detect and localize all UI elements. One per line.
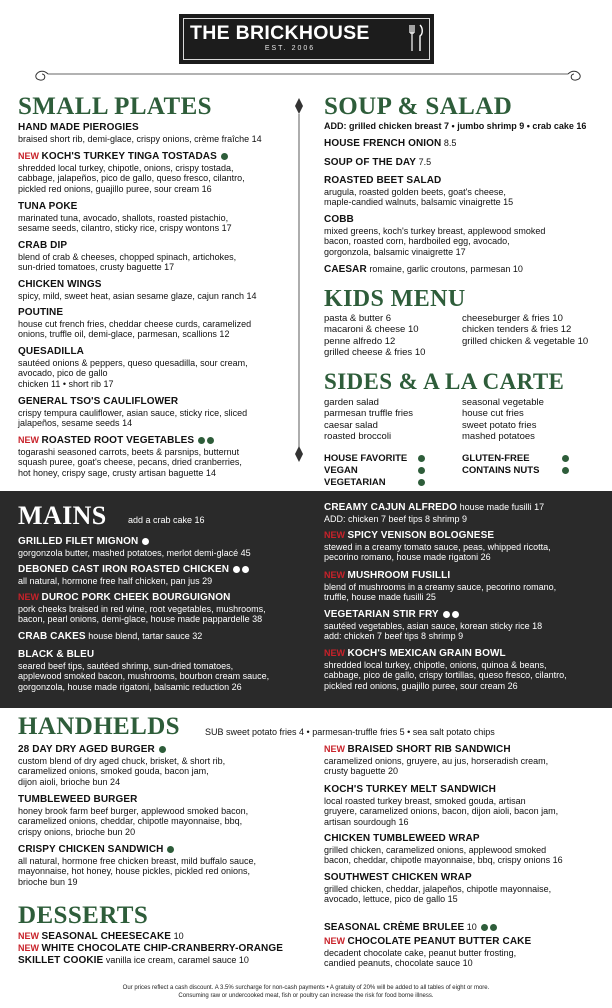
item-description: candied peanuts, chocolate sauce 10 [324,958,473,969]
menu-item [18,564,251,586]
item-price: romaine, garlic croutons, parmesan 10 [369,264,523,274]
item-title: GENERAL TSO'S CAULIFLOWER [18,396,179,407]
item-title: TUMBLEWEED BURGER [18,794,138,805]
diet-dot-icon [418,467,425,474]
item-description: gruyere, caramelized onions, bacon, dijon aioli, bacon jam, [324,806,559,817]
menu-item [18,631,202,643]
menu-item [18,122,262,144]
item-description: jalapeños, sesame seeds 14 [18,418,133,429]
sides-item: roasted broccoli [324,431,392,443]
item-description: crusty baguette 20 [324,766,399,777]
diet-dot-icon [207,437,214,444]
item-price: vanilla ice cream, caramel sauce 10 [105,955,249,965]
item-description: shredded local turkey, chipotle, onions, quinoa & beans, [324,659,547,670]
heading-desserts: DESSERTS [18,902,149,929]
menu-item [324,609,542,642]
item-description: shredded local turkey, chipotle, onions, crispy tostada, [18,162,234,173]
item-description: pickled red onions, guajillo puree, sour cream 26 [324,680,518,691]
item-title: TUNA POKE [18,201,78,212]
item-description: chicken 11 • short rib 17 [18,378,114,389]
dietary-icons [233,564,251,575]
item-description: gorgonzola, balsamic vinaigrette 17 [324,246,466,257]
item-title: CRISPY CHICKEN SANDWICH [18,844,164,855]
sides-item: garden salad [324,397,379,408]
menu-item [324,157,431,169]
diet-dot-icon [418,455,425,462]
kids-item: cheeseburger & fries 10 [462,313,563,324]
mains-add-on: add a crab cake 16 [128,515,205,525]
menu-item [324,936,531,969]
new-badge: NEW [18,592,39,602]
kids-item: penne alfredo 12 [324,335,396,347]
item-title: CHICKEN TUMBLEWEED WRAP [324,833,480,844]
brand-est: EST. 2006 [264,45,316,52]
menu-item [324,214,545,257]
diet-dot-icon [198,437,205,444]
heading-small-plates: SMALL PLATES [18,93,212,120]
item-description: mixed greens, koch's turkey breast, applewood smoked [324,225,546,236]
item-description: sautéed vegetables, asian sauce, korean sticky rice 18 [324,620,543,631]
sides-item: house cut fries [462,408,524,420]
item-description: cabbage, pico de gallo, crispy tortillas, queso fresco, cilantro, [324,670,567,681]
item-title: CHICKEN WINGS [18,279,102,290]
item-description: ADD: chicken 7 beef tips 8 shrimp 9 [324,513,468,524]
item-title: CAESAR [324,264,367,275]
diet-dot-icon [443,611,450,618]
footer-warning: Consuming raw or undercooked meat, fish or poultry can increase the risk for food borne illness. [178,993,434,999]
item-title: ROASTED ROOT VEGETABLES [41,435,195,446]
diet-dot-icon [159,746,166,753]
dietary-icons [159,744,168,755]
item-title: WHITE CHOCOLATE CHIP-CRANBERRY-ORANGE [41,943,283,954]
menu-item [18,649,269,692]
item-description: sun-dried tomatoes, crusty baguette 17 [18,262,175,273]
item-title: DEBONED CAST IRON ROASTED CHICKEN [18,564,230,575]
item-price: 10 [466,922,477,932]
new-badge: NEW [18,151,39,161]
menu-item [18,240,236,273]
item-title: SOUP OF THE DAY [324,157,417,168]
item-description: gorgonzola butter, mashed potatoes, merlot demi-glacé 45 [18,547,251,558]
sides-item: mashed potatoes [462,431,535,443]
item-description: onions, truffle oil, demi-glace, parmesan, scallions 12 [18,329,230,340]
menu-item [324,570,556,603]
item-note: house blend, tartar sauce 32 [88,631,203,641]
item-description: pecorino romano, house made rigatoni 26 [324,552,491,563]
item-description: sautéed onions & peppers, queso quesadilla, sour cream, [18,357,248,368]
item-description: decadent chocolate cake, peanut butter frosting, [324,947,517,958]
item-price: 10 [173,931,184,941]
fork-knife-icon [407,23,425,53]
menu-item [324,502,544,524]
new-badge: NEW [18,435,39,445]
diet-dot-icon [242,566,249,573]
item-title: SOUTHWEST CHICKEN WRAP [324,872,472,883]
item-description: pickled red onions, guajillo puree, sour cream 16 [18,183,212,194]
legend-label: HOUSE FAVORITE [324,453,407,464]
heading-mains: MAINS [18,501,107,530]
item-description: avocado, lettuce, pico de gallo 15 [324,894,458,905]
item-title: BRAISED SHORT RIB SANDWICH [347,744,511,755]
menu-item [324,530,551,563]
heading-sides: SIDES & A LA CARTE [324,369,565,394]
diet-dot-icon [562,455,569,462]
new-badge: NEW [18,943,39,953]
item-description: add: chicken 7 beef tips 8 shrimp 9 [324,631,464,642]
item-description: spicy, mild, sweet heat, asian sesame glaze, cajun ranch 14 [18,290,257,301]
item-description: arugula, roasted golden beets, goat's cheese, [324,186,506,197]
item-title: CHOCOLATE PEANUT BUTTER CAKE [347,936,532,947]
item-description: local roasted turkey breast, smoked gouda, artisan [324,795,526,806]
top-flourish [18,66,598,82]
diet-dot-icon [481,924,488,931]
vertical-flourish [290,94,308,466]
item-title: COBB [324,214,354,225]
item-title: GRILLED FILET MIGNON [18,536,139,547]
item-description: applewood smoked bacon, mushrooms, bourbon cream sauce, [18,671,270,682]
item-title: CRAB CAKES [18,631,86,642]
dietary-icons [198,435,216,446]
item-description: artisan sourdough 16 [324,816,409,827]
menu-item [324,833,563,866]
new-badge: NEW [324,936,345,946]
menu-item [18,151,245,194]
item-description: all natural, hormone free chicken breast, mild buffalo sauce, [18,855,256,866]
item-description: bacon, pearl onions, demi-glace, house made pappardelle 38 [18,614,263,625]
item-title: HOUSE FRENCH ONION [324,138,442,149]
item-description: hot honey, crispy sage, crusty artisan baguette 14 [18,467,216,478]
menu-item [18,744,225,787]
menu-item [18,955,249,967]
item-title: ROASTED BEET SALAD [324,175,442,186]
item-description: blend of crab & cheeses, chopped spinach, artichokes, [18,251,237,262]
new-badge: NEW [324,648,345,658]
dietary-icons [221,151,230,162]
item-description: caramelized onions, gruyere, au jus, horseradish cream, [324,755,549,766]
menu-item [18,396,247,429]
item-title: POUTINE [18,307,64,318]
item-price: 8.5 [443,138,457,148]
item-note: house made fusilli 17 [459,502,545,512]
menu-item [324,872,551,905]
item-description: gorgonzola, house made rigatoni, balsamic reduction 26 [18,681,242,692]
menu-item [18,201,232,234]
new-badge: NEW [18,931,39,941]
menu-item [18,592,266,625]
menu-item [324,922,499,934]
menu-item [324,784,558,827]
item-description: caramelized onions, cheddar, chipotle mayonnaise, bbq, [18,816,243,827]
item-title: VEGETARIAN STIR FRY [324,609,439,620]
new-badge: NEW [324,744,345,754]
item-description: sesame seeds, cilantro, sticky rice, crispy wontons 17 [18,223,232,234]
item-title: KOCH'S TURKEY TINGA TOSTADAS [41,151,217,162]
diet-dot-icon [418,479,425,486]
item-description: maple-candied walnuts, balsamic vinaigrette 15 [324,197,514,208]
new-badge: NEW [324,530,345,540]
diet-dot-icon [490,924,497,931]
item-title: KOCH'S TURKEY MELT SANDWICH [324,784,496,795]
kids-item: grilled chicken & vegetable 10 [462,335,589,347]
legend-label: GLUTEN-FREE [462,453,530,464]
new-badge: NEW [324,570,345,580]
diet-dot-icon [562,467,569,474]
menu-item [18,794,248,837]
item-title: KOCH'S MEXICAN GRAIN BOWL [347,648,506,659]
sides-item: parmesan truffle fries [324,408,414,420]
sides-item: seasonal vegetable [462,397,544,408]
item-description: squash puree, goat's cheese, pecans, dried cranberries, [18,457,242,468]
item-description: crispy tempura cauliflower, asian sauce, sticky rice, sliced [18,407,248,418]
menu-item [324,175,513,208]
diet-dot-icon [221,153,228,160]
item-description: house cut french fries, cheddar cheese curds, caramelized [18,318,252,329]
brand-name: THE BRICKHOUSE [190,22,370,44]
item-description: mayonnaise, hot honey, house pickles, pickled red onions, [18,866,250,877]
item-title: SEASONAL CHEESECAKE [41,931,172,942]
item-title: SEASONAL CRÈME BRULEE [324,922,465,933]
menu-item [18,931,184,943]
diet-dot-icon [233,566,240,573]
item-title: SPICY VENISON BOLOGNESE [347,530,495,541]
diet-dot-icon [452,611,459,618]
item-title: CREAMY CAJUN ALFREDO [324,502,458,513]
item-description: grilled chicken, caramelized onions, applewood smoked [324,844,547,855]
legend-label: CONTAINS NUTS [462,465,539,476]
legend-label: VEGETARIAN [324,477,386,488]
item-description: bacon, cheddar, chipotle mayonnaise, bbq, crispy onions 16 [324,855,563,866]
menu-item [324,648,567,691]
item-description: honey brook farm beef burger, applewood smoked bacon, [18,805,249,816]
menu-item [324,744,548,777]
item-title: QUESADILLA [18,346,84,357]
menu-item [18,943,283,955]
dietary-icons [443,609,461,620]
item-title: BLACK & BLEU [18,649,95,660]
item-description: blend of mushrooms in a creamy sauce, pecorino romano, [324,581,557,592]
item-description: truffle, house made fusilli 25 [324,592,436,603]
diet-dot-icon [167,846,174,853]
dietary-icons [481,922,499,933]
menu-item [18,844,256,887]
kids-item: macaroni & cheese 10 [324,324,419,336]
dietary-icons [142,536,151,547]
item-description: all natural, hormone free half chicken, pan jus 29 [18,575,213,586]
item-description: grilled chicken, cheddar, jalapeños, chipotle mayonnaise, [324,883,552,894]
item-price: 7.5 [418,157,432,167]
menu-item [18,279,256,301]
footer-surcharge: Our prices reflect a cash discount. A 3.5% surcharge for non-cash payments • A gratuity of 20% will be added to all tables of eight or more. [122,985,490,991]
item-description: brioche bun 19 [18,876,78,887]
brand-logo [179,14,434,64]
item-description: custom blend of dry aged chuck, brisket, & short rib, [18,755,226,766]
item-description: crispy onions, brioche bun 20 [18,826,136,837]
item-title: MUSHROOM FUSILLI [347,570,451,581]
menu-item [18,536,251,558]
item-description: pork cheeks braised in red wine, root vegetables, mushrooms, [18,603,266,614]
item-title: CRAB DIP [18,240,68,251]
item-description: togarashi seasoned carrots, beets & parsnips, butternut [18,446,240,457]
menu-item [324,138,456,150]
item-description: dijon aioli, brioche bun 24 [18,776,121,787]
item-description: caramelized onions, smoked gouda, bacon jam, [18,766,209,777]
soup-add-ons: ADD: grilled chicken breast 7 • jumbo shrimp 9 • crab cake 16 [324,121,587,131]
sides-item: sweet potato fries [462,419,537,431]
item-description: bacon, roasted corn, hardboiled egg, avocado, [324,236,510,247]
kids-item: grilled cheese & fries 10 [324,347,426,359]
item-description: marinated tuna, avocado, shallots, roasted pistachio, [18,212,229,223]
handhelds-sub: SUB sweet potato fries 4 • parmesan-truffle fries 5 • sea salt potato chips [205,727,495,737]
item-title: DUROC PORK CHEEK BOURGUIGNON [41,592,231,603]
item-title: 28 DAY DRY AGED BURGER [18,744,155,755]
item-description: seared beef tips, sautéed shrimp, sun-dried tomatoes, [18,660,234,671]
menu-item [18,435,242,478]
heading-kids-menu: KIDS MENU [324,286,466,312]
kids-item: pasta & butter 6 [324,313,392,324]
item-description: avocado, pico de gallo [18,368,108,379]
heading-soup-salad: SOUP & SALAD [324,93,513,120]
item-description: cabbage, jalapeños, pico de gallo, queso fresco, cilantro, [18,173,245,184]
item-title: HAND MADE PIEROGIES [18,122,139,133]
kids-item: chicken tenders & fries 12 [462,324,572,336]
item-description: braised short rib, demi-glace, crispy onions, crème fraîche 14 [18,133,262,144]
item-title: SKILLET COOKIE [18,955,104,966]
diet-dot-icon [142,538,149,545]
menu-item [324,264,523,276]
menu-item [18,346,248,389]
legend-label: VEGAN [324,465,358,476]
heading-handhelds: HANDHELDS [18,713,180,740]
dietary-icons [167,844,176,855]
item-description: stewed in a creamy tomato sauce, peas, whipped ricotta, [324,541,551,552]
sides-item: caesar salad [324,419,378,431]
menu-item [18,307,251,340]
